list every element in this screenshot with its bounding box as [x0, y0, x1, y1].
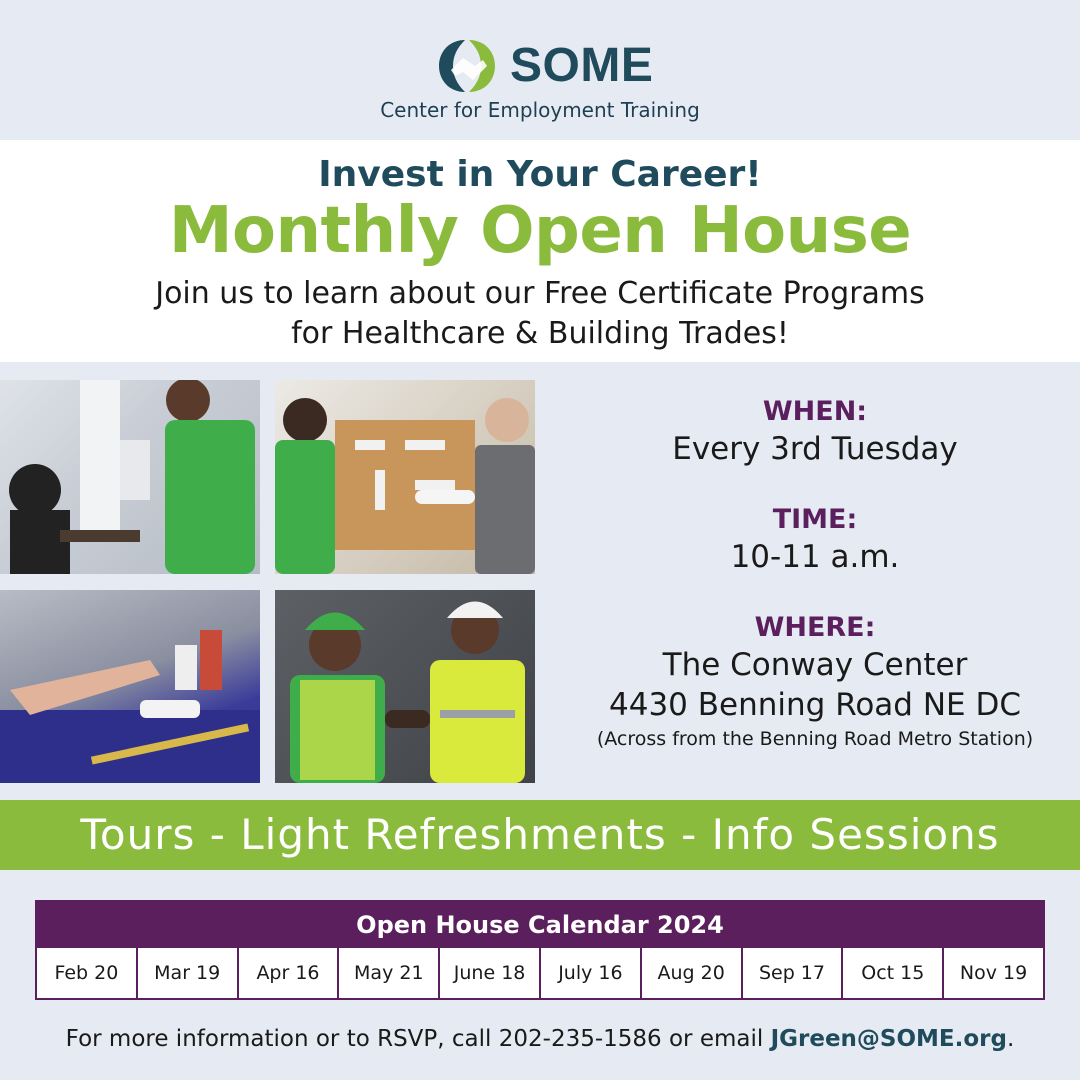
contact-end: . [1007, 1026, 1015, 1052]
calendar-date: Nov 19 [942, 948, 1043, 1000]
activities-text: Tours - Light Refreshments - Info Sessions [80, 810, 1000, 859]
calendar-date: Aug 20 [640, 948, 741, 1000]
contact-email-link[interactable]: JGreen@SOME.org [770, 1026, 1007, 1052]
healthcare-training-photo [0, 380, 260, 574]
logo-wordmark: SOME [510, 39, 654, 92]
headline-section [0, 140, 1080, 362]
time-label: TIME: [772, 504, 858, 535]
calendar-date: Sep 17 [741, 948, 842, 1000]
event-info [560, 395, 1070, 753]
contact-text: For more information or to RSVP, call 202-235-1586 or email [65, 1026, 771, 1052]
calendar-date: Feb 20 [54, 962, 119, 984]
calendar-date: June 18 [438, 948, 539, 1000]
when-value: Every 3rd Tuesday [672, 431, 958, 467]
calendar-date: Mar 19 [136, 948, 237, 1000]
where-label: WHERE: [754, 612, 876, 643]
time-value: 10-11 a.m. [730, 539, 900, 575]
calendar-dates-row [37, 948, 1043, 1000]
medical-supplies-photo [0, 590, 260, 783]
plumbing-training-photo [275, 380, 535, 574]
calendar-title: Open House Calendar 2024 [37, 902, 1043, 948]
open-house-calendar [35, 900, 1045, 1000]
calendar-date: Oct 15 [841, 948, 942, 1000]
where-address: 4430 Benning Road NE DC [609, 687, 1021, 723]
construction-trainees-photo [275, 590, 535, 783]
where-note: (Across from the Benning Road Metro Station) [596, 728, 1034, 750]
contact-footer [0, 1026, 1080, 1052]
headline-description [0, 274, 1080, 354]
calendar-date: Apr 16 [237, 948, 338, 1000]
when-label: WHEN: [762, 396, 868, 427]
activities-banner [0, 800, 1080, 870]
logo-subtitle: Center for Employment Training [380, 98, 700, 122]
calendar-date: July 16 [539, 948, 640, 1000]
headline-description-line1: Join us to learn about our Free Certificate Programs [155, 276, 925, 311]
calendar-date: May 21 [337, 948, 438, 1000]
header [0, 0, 1080, 140]
headline-title: Monthly Open House [168, 194, 912, 268]
headline-tagline: Invest in Your Career! [318, 154, 762, 195]
handshake-logo-icon [435, 36, 499, 96]
headline-description-line2: for Healthcare & Building Trades! [291, 316, 789, 351]
where-venue: The Conway Center [662, 647, 968, 683]
